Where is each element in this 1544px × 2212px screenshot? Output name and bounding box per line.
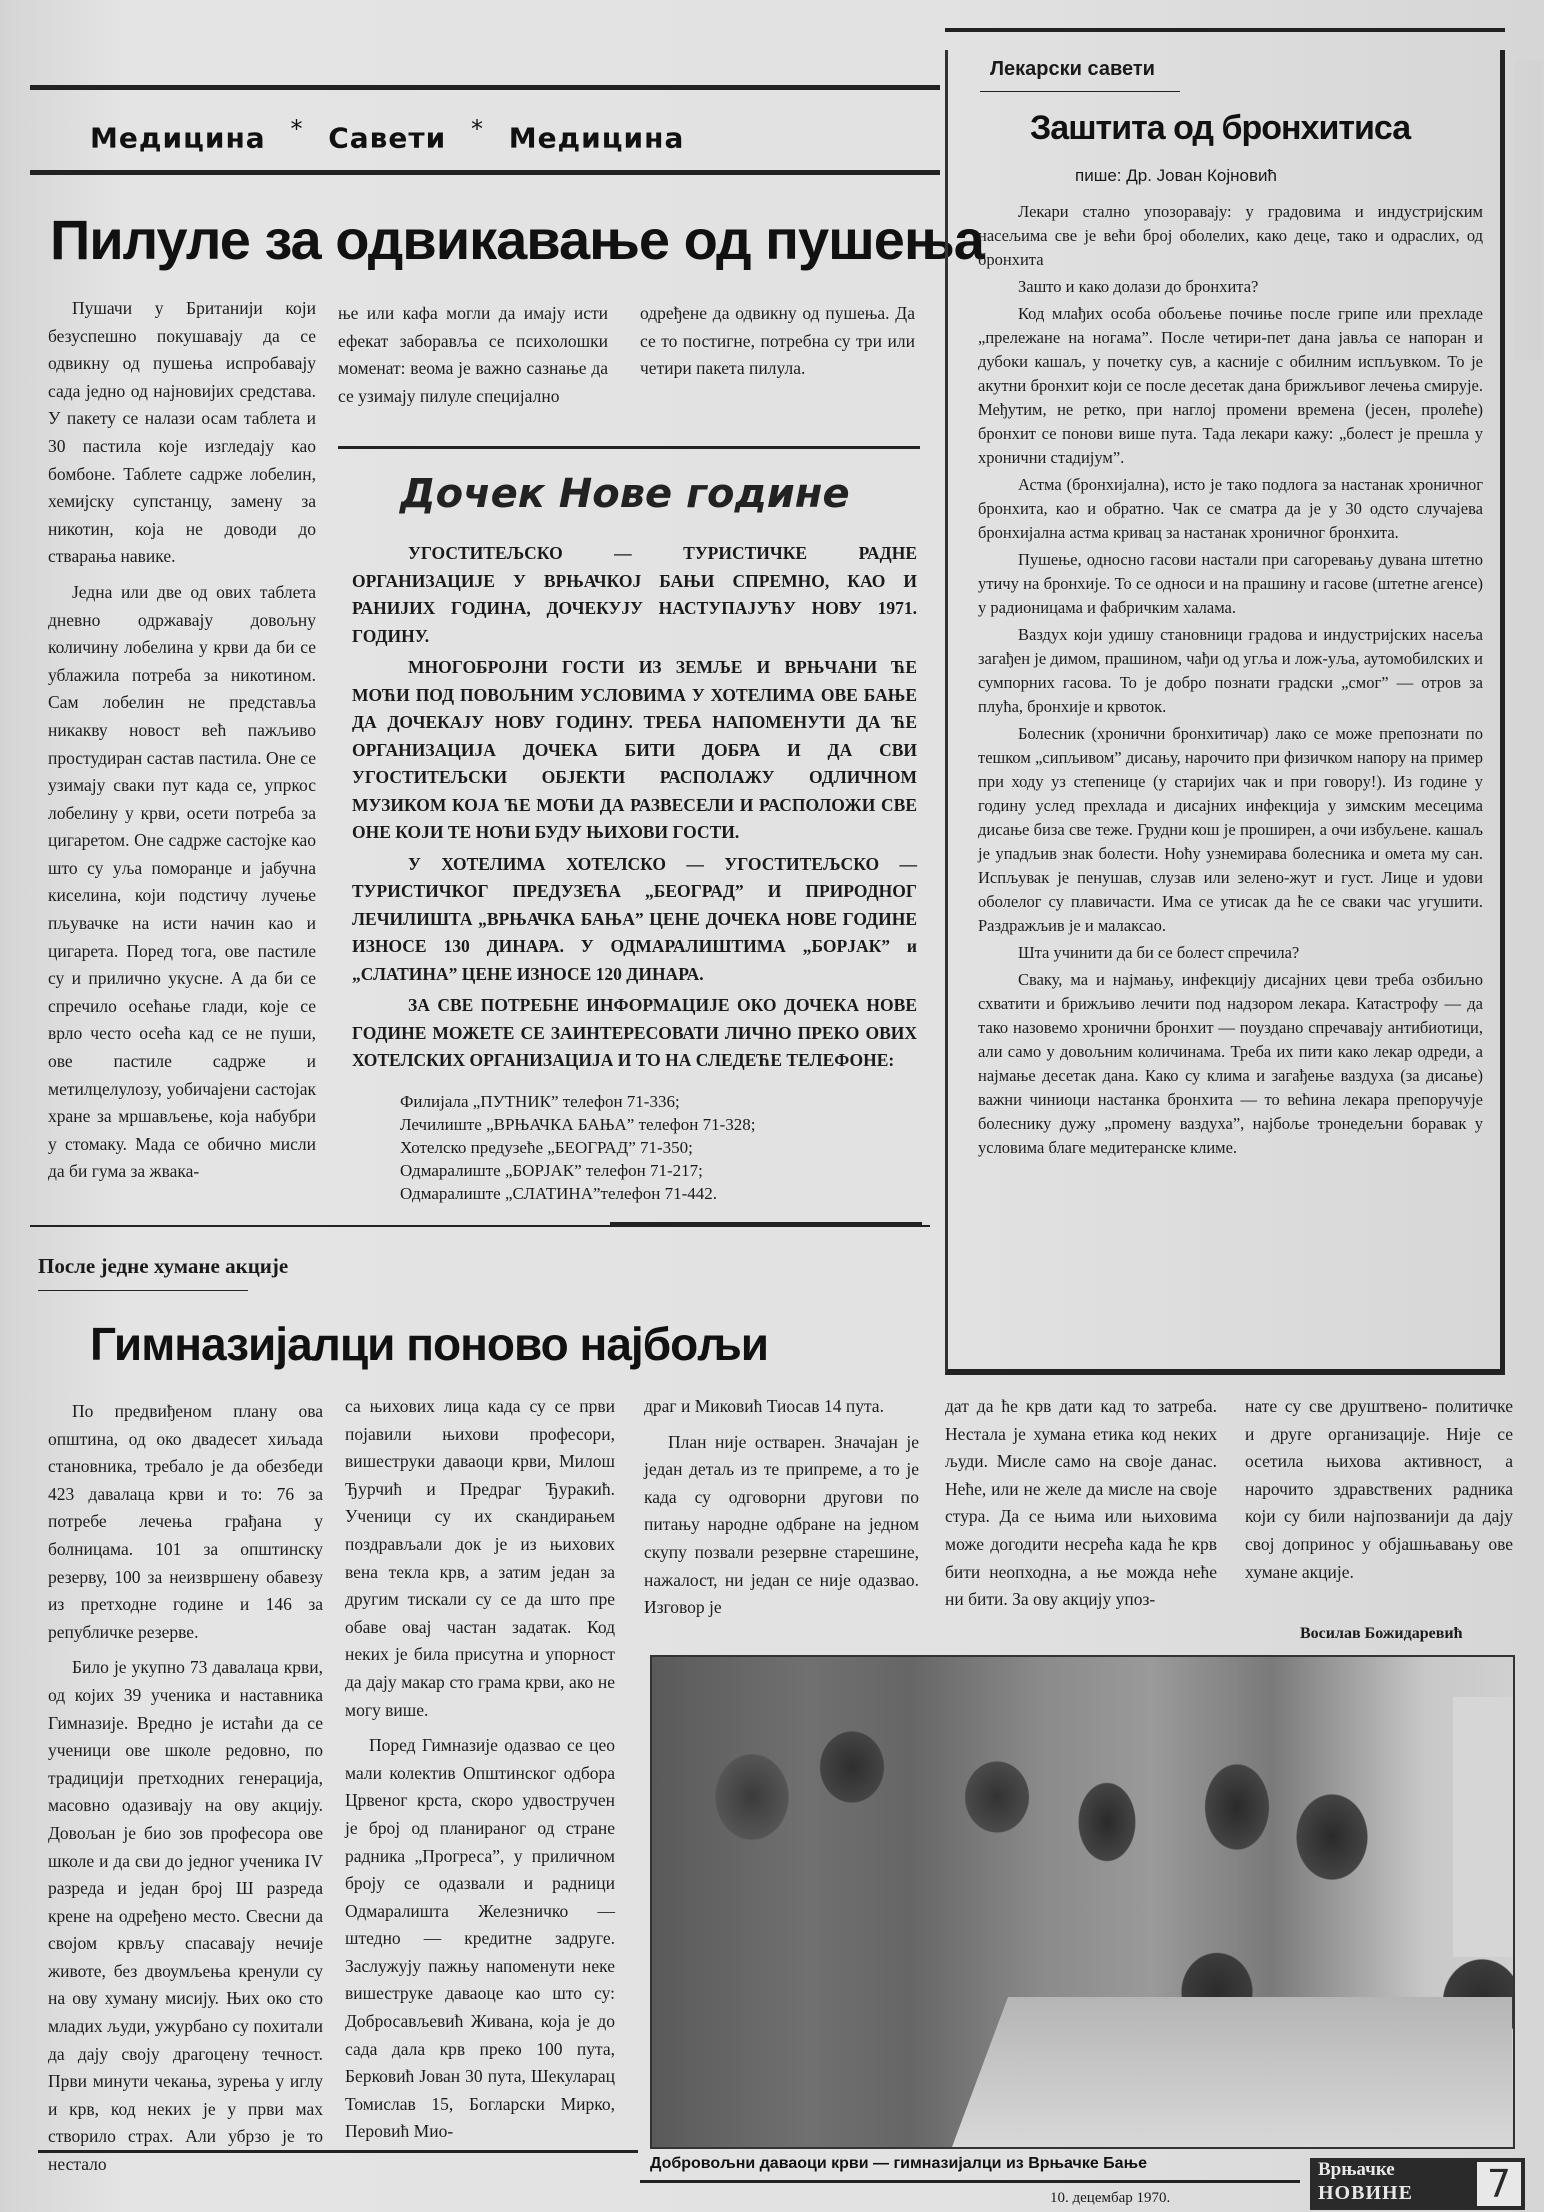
phone-entry: Хотелско предузеће „БЕОГРАД” 71-350; [400,1138,693,1157]
section-banner-left: Медицина [90,121,266,155]
pills-end-rule [338,446,920,449]
bronchitis-paragraph: Лекари стално упозоравају: у градовима и индустријским насељима све је већи број оболелих, како деце, тако и одраслих, од бронхита [978,202,1483,269]
newyear-phone-list [400,1090,900,1210]
masthead-line-1: Врњачке [1318,2159,1395,2180]
kicker-underline [980,91,1180,92]
star-icon: * [470,115,484,143]
pills-paragraph: одређене да одвикну од пушења. Да се то постигне, потребна су три или четири пакета пилула. [640,303,915,379]
bronchitis-paragraph: Пушење, односно гасови настали при сагоревању дувана штетно утичу на бронхије. То се односи и на прашину и гасове (штетне агенсе) у радионицама и фабричким халама. [978,550,1483,617]
newyear-body [352,540,917,1082]
bronchitis-paragraph: Шта учинити да би се болест спречила? [1018,943,1300,962]
gymnasium-column-1 [48,1398,323,2175]
blood-donors-photo [650,1655,1515,2149]
gymnasium-paragraph: са њихових лица када су се први појавили њихови професори, вишеструки даваоци крви, Милош Ђурчић и Предраг Ђуракић. Ученици су их скандирањем поздрављали док је из њихових вена текла крв, а затим један за другим тискали су се да што пре обаве овај частан задатак. Код неких је била присутна и упорност да дају макар сто грама крви, ако не могу више. [345,1396,615,1720]
gymnasium-column-2 [345,1393,615,2143]
photo-wall [1453,1697,1513,1957]
newyear-paragraph: У ХОТЕЛИМА ХОТЕЛСКО — УГОСТИТЕЉСКО — ТУРИСТИЧКОГ ПРЕДУЗЕЋА „БЕОГРАД” И ПРИРОДНОГ ЛЕЧИЛИШТА „ВРЊАЧКА БАЊА” ЦЕНЕ ДОЧЕКА НОВЕ ГОДИНЕ ИЗНОСЕ 130 ДИНАРА. У ОДМАРАЛИШТИМА „БОРЈАК” и „СЛАТИНА” ЦЕНЕ ИЗНОСЕ 120 ДИНАРА. [352,853,917,984]
gymnasium-paragraph: По предвиђеном плану ова општина, од око двадесет хиљада становника, требало је да обезбеди 423 давалаца крви и то: 76 за потребе лечења грађана у болницама. 101 за општинску резерву, 100 за неизвршену обавезу из претходне године и 146 за републичке резерве. [48,1401,323,1642]
lower-rule [38,2150,638,2153]
pills-paragraph: Једна или две од ових таблета дневно одржавају довољну количину лобелина у крви да би се ублажила потреба за никотином. Сам лобелин не представља никакву новост већ пажљиво простудиран састав пастила. Оне се узимају сваки пут када се, упркос лобелину у крви, осети потреба за цигаретом. Оне садрже састојке као што су уља поморанџе и јабучна киселина, који подстичу лучење пљувачке на исти начин као и цигарета. Поред тога, ове пастиле су и прилично укусне. А да би се спречило осећање глади, које се врло често осећа кад се не пуши, ове пастиле садрже и метилцелулозу, уобичајени састојак хране за мршављење, која набубри у стомаку. Мада се обично мисли да би гума за жвака- [48,581,316,1182]
page-number: 7 [1477,2162,1521,2206]
gymnasium-column-3 [644,1393,919,1648]
phone-entry: Одмаралиште „БОРЈАК” телефон 71-217; [400,1161,703,1180]
bronchitis-paragraph: Код млађих особа обољење почиње после грипе или прехладе „прележане на ногама”. После четири-пет дана јавља се напоран и дубоки кашаљ, у почетку сув, а касније с обилним испљувком. То је акутни бронхит који се после десетак дана брижљивог лечења смирује. Међутим, не ретко, при наглој промени времена (јесен, пролеће) бронхит се понови више пута. Тада лекари кажу: „болест је прешла у хронични стадијум”. [978,304,1483,467]
gymnasium-paragraph: Поред Гимназије одазвао се цео мали колектив Општинског одбора Црвеног крста, скоро удвостручен је број од планираног од стране радника „Прогреса”, у приличном броју се одазвали и радници Одмаралишта Железничко — штедно — кредитне задруге. Заслужују пажњу напоменути неке вишеструке даваоце као што су: Добросављевић Живана, која је до сада дала крв преко 100 пута, Берковић Јован 30 пута, Шекуларац Томислав 15, Богларски Мирко, Перовић Мио- [345,1735,615,2142]
bleed-through-shadow [1515,60,1543,360]
bronchitis-headline: Заштита од бронхитиса [1030,109,1411,147]
gymnasium-column-5 [1245,1393,1513,1618]
gymnasium-column-4 [945,1393,1217,1648]
issue-date: 10. децембар 1970. [1050,2190,1171,2206]
masthead-line-2: НОВИНЕ [1318,2182,1413,2204]
gymnasium-paragraph: нате су све друштвено- политичке и друге организације. Није се осетила њихова активност, а нарочито здравствених радника који су били најпозванији да дају свој допринос у објашњавању ове хумане акције. [1245,1396,1513,1582]
newyear-headline: Дочек Нове године [400,471,850,517]
gymnasium-kicker: После једне хумане акције [38,1254,289,1278]
top-rule [30,85,940,90]
pills-column-1 [48,295,316,1215]
column-divider-rule [30,1225,930,1227]
gymnasium-paragraph: драг и Миковић Тиосав 14 пута. [644,1396,884,1416]
newyear-paragraph: ЗА СВЕ ПОТРЕБНЕ ИНФОРМАЦИЈЕ ОКО ДОЧЕКА НОВЕ ГОДИНЕ МОЖЕТЕ СЕ ЗАИНТЕРЕСОВАТИ ЛИЧНО ПРЕКО ОВИХ ХОТЕЛСКИХ ОРГАНИЗАЦИЈА И ТО НА СЛЕДЕЋЕ ТЕЛЕФОНЕ: [352,995,917,1070]
photo-table [952,1997,1512,2147]
bronchitis-byline: пише: Др. Јован Којновић [1075,166,1277,185]
section-banner [90,115,850,154]
gymnasium-paragraph: дат да ће крв дати кад то затреба. Нестала је хумана етика код неких људи. Мисле само на своје данас. Неће, или не желе да мисле на своје стура. Да се њима или њиховима може догодити несрећа када ће крв бити неопходна, а ње можда неће ни бити. За ову акцију упоз- [945,1396,1217,1610]
bronchitis-paragraph: Сваку, ма и најмању, инфекцију дисајних цеви треба озбиљно схватити и брижљиво лечити под надзором лекара. Катастрофу — да тако назовемо хронични бронхит — поуздано спречавају антибиотици, али само у довољним количинама. Треба их пити како лекар одреди, а најмање десетак дана. Како су клима и загађење ваздуха (за дисање) важни чиниоци настанка бронхита — то већина лекара препоручује болеснику дужу „промену ваздуха”, најбоље тронедељни боравак у условима благе медитеранске климе. [978,970,1483,1157]
box-top-rule [945,28,1505,32]
newyear-paragraph: МНОГОБРОЈНИ ГОСТИ ИЗ ЗЕМЉЕ И ВРЊЧАНИ ЋЕ МОЋИ ПОД ПОВОЉНИМ УСЛОВИМА У ХОТЕЛИМА ОВЕ БАЊЕ ДА ДОЧЕКАЈУ НОВУ ГОДИНУ. ТРЕБА НАПОМЕНУТИ ДА ЋЕ ОРГАНИЗАЦИЈА ДОЧЕКА БИТИ ДОБРА И ДА СВИ УГОСТИТЕЉСКИ ОБЈЕКТИ РАСПОЛАЖУ ОДЛИЧНОМ МУЗИКОМ КОЈА ЋЕ МОЋИ ДА РАЗВЕСЕЛИ И РАСПОЛОЖИ СВЕ ОНЕ КОЈИ ТЕ НОЋИ БУДУ ЊИХОВИ ГОСТИ. [352,657,917,842]
gymnasium-paragraph: Било је укупно 73 давалаца крви, од којих 39 ученика и наставника Гимназије. Вредно је истаћи да се ученици ове школе редовно, по традицији претходних генерација, масовно одазивају на ову акцију. Довољан је био зов професора ове школе и да сви до једног ученика IV разреда и један број Ш разреда крене на одређено место. Свесни да својом крвљу спасавају нечије животе, без двоумљења кренули су на ову хуману мисију. Њих око сто младих људи, ужурбано су похитали да дају своју драгоцену течност. Први минути чекања, зурења у иглу и крв, код неких је у први мах створило страх. Али убрзо је то нестало [48,1657,323,2175]
star-icon: * [290,115,304,143]
gymnasium-headline: Гимназијалци поново најбољи [90,1318,769,1370]
pills-column-3 [640,300,915,440]
bronchitis-paragraph: Зашто и како долази до бронхита? [1018,277,1259,296]
gymnasium-author: Восилав Божидаревић [1300,1625,1463,1642]
phone-entry: Филијала „ПУТНИК” телефон 71-336; [400,1092,680,1111]
pills-headline: Пилуле за одвикавање од пушења [50,208,984,271]
section-banner-right: Медицина [508,121,685,155]
pills-column-2 [338,300,608,440]
bronchitis-body [978,200,1483,1360]
pills-paragraph: Пушачи у Британији који безуспешно покушавају да се одвикну од пушења испробавају сада једно од најновијих средстава. У пакету се налази осам таблета и 30 пастила које изгледају као бомбоне. Таблете садрже лобелин, хемијску супстанцу, замену за никотин, која не доводи до стварања навике. [48,298,316,567]
phone-entry: Лечилиште „ВРЊАЧКА БАЊА” телефон 71-328; [400,1115,756,1134]
pills-paragraph: ње или кафа могли да имају исти ефекат заборавља се психолошки моменат: веома је важно сазнање да се узимају пилуле специјално [338,303,608,406]
newspaper-masthead [1310,2158,1525,2210]
phone-entry: Одмаралиште „СЛАТИНА”телефон 71-442. [400,1184,717,1203]
footer-rule [640,2180,1300,2183]
banner-rule [30,170,940,175]
newyear-end-rule [610,1222,922,1225]
bronchitis-paragraph: Ваздух који удишу становници градова и индустријских насеља загађен је димом, прашином, чађи од угља и лож-уља, аутомобилских и сумпорних гасова. То је добро познати градски „смог” — отров за плућа, бронхије и крвоток. [978,625,1483,716]
bronchitis-paragraph: Астма (бронхијална), исто је тако подлога за настанак хроничног бронхита, као и обратно. Чак се сматра да је у 30 одсто случајева бронхијална астма кривац за настанак хроничног бронхита. [978,475,1483,542]
photo-caption: Добровољни даваоци крви — гимназијалци из Врњачке Бање [650,2155,1147,2172]
bronchitis-kicker: Лекарски савети [990,58,1155,80]
gymnasium-paragraph: План није остварен. Значајан је један детаљ из те припреме, а то је када су одговорни другови по питању народне одбране на једном скупу позвали резервне старешине, нажалост, ни један се није одазвао. Изговор је [644,1431,919,1618]
gymnasium-kicker-underline [38,1290,248,1291]
bronchitis-paragraph: Болесник (хронични бронхитичар) лако се може препознати по тешком „сипљивом” дисању, нарочито при физичком напору на пример при ходу уз степенице (у старијих чак и при говору!). Из године у годину услед прехлада и дисајних инфекција у зимским месецима дисање биза све теже. Грудни кош је проширен, а очи избуљене. кашаљ је упадљив знак болести. Ноћу узнемирава болесника и омета му сан. Испљувак је пенушав, слузав или зелено-жут и густ. Лице и удови оболелог су плавичасти. Има се утисак да ће се сваки час угушити. Раздражљив је и малаксао. [978,724,1483,935]
section-banner-middle: Савети [328,121,447,155]
newyear-paragraph: УГОСТИТЕЉСКО — ТУРИСТИЧКЕ РАДНЕ ОРГАНИЗАЦИЈЕ У ВРЊАЧКОЈ БАЊИ СПРЕМНО, КАО И РАНИЈИХ ГОДИНА, ДОЧЕКУЈУ НАСТУПАЈУЋУ НОВУ 1971. ГОДИНУ. [352,543,917,646]
